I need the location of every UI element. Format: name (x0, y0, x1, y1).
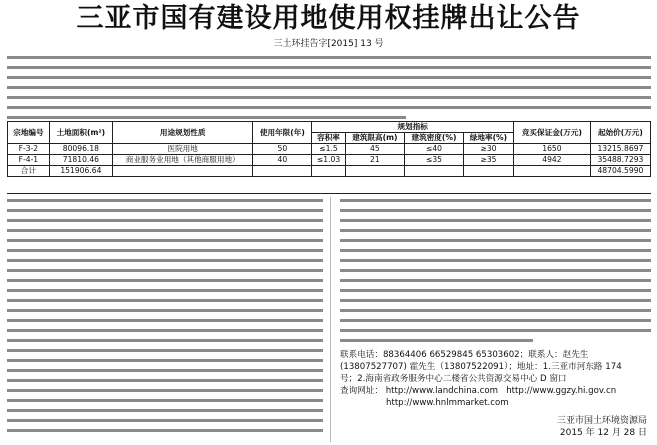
text-line (7, 369, 323, 372)
text-line (7, 329, 323, 332)
text-line (7, 116, 406, 119)
text-line (7, 339, 323, 342)
notice-title: 三亚市国有建设用地使用权挂牌出让公告 (76, 3, 581, 34)
column-divider (330, 197, 331, 442)
contact-block (340, 349, 622, 409)
text-line (340, 269, 651, 272)
website-label: 查询网址： (340, 386, 383, 396)
text-line (7, 86, 651, 89)
text-line (340, 259, 651, 262)
right-column-body (340, 199, 651, 349)
text-line (7, 96, 651, 99)
website-row (340, 385, 622, 397)
cell-use: 商业服务业用地（其他商服用地） (113, 155, 253, 166)
text-line (7, 279, 323, 282)
text-line (7, 379, 323, 382)
left-column-body (7, 199, 323, 439)
text-line (7, 289, 323, 292)
text-line (7, 409, 323, 412)
section-divider (7, 193, 651, 194)
text-line (7, 219, 323, 222)
col-planning: 规划指标 (312, 122, 514, 133)
col-plot-ratio: 容积率 (312, 133, 345, 144)
text-line (340, 319, 651, 322)
cell-empty (405, 166, 464, 177)
text-line (7, 249, 323, 252)
cell-deposit: 1650 (513, 144, 590, 155)
text-line (7, 76, 651, 79)
text-line (7, 419, 323, 422)
text-line (7, 66, 651, 69)
cell-green: ≥35 (463, 155, 513, 166)
intro-paragraph (7, 56, 651, 126)
text-line (7, 209, 323, 212)
text-line (7, 229, 323, 232)
text-line (7, 299, 323, 302)
cell-density: ≤40 (405, 144, 464, 155)
cell-empty (513, 166, 590, 177)
doc-number: 三土环挂告字[2015] 13 号 (273, 39, 384, 49)
text-line (340, 309, 651, 312)
cell-start-price: 35488.7293 (590, 155, 650, 166)
text-line (7, 259, 323, 262)
cell-empty (312, 166, 345, 177)
cell-total-start-price: 48704.5990 (590, 166, 650, 177)
text-line (7, 269, 323, 272)
text-line (340, 339, 533, 342)
cell-empty (463, 166, 513, 177)
cell-total-area: 151906.64 (49, 166, 112, 177)
text-line (340, 289, 651, 292)
table-header-row (8, 122, 651, 133)
text-line (7, 349, 323, 352)
text-line (340, 329, 651, 332)
cell-density: ≤35 (405, 155, 464, 166)
table-total-row (8, 166, 651, 177)
signature-block (557, 415, 647, 439)
col-use: 用途规划性质 (113, 122, 253, 144)
text-line (7, 199, 323, 202)
cell-height: 45 (345, 144, 404, 155)
cell-empty (113, 166, 253, 177)
col-start-price: 起始价(万元) (590, 122, 650, 144)
cell-empty (345, 166, 404, 177)
cell-empty (253, 166, 312, 177)
text-line (340, 199, 651, 202)
text-line (7, 319, 323, 322)
text-line (7, 239, 323, 242)
issuing-org: 三亚市国土环境资源局 (556, 416, 647, 426)
cell-area: 80096.18 (49, 144, 112, 155)
col-deposit: 竞买保证金(万元) (513, 122, 590, 144)
cell-deposit: 4942 (513, 155, 590, 166)
contact-phones-2: (13807527707) 霍先生（13807522091）；地址：1.三亚市河东路 174 (340, 362, 622, 372)
col-parcel-no: 宗地编号 (8, 122, 50, 144)
website-link[interactable]: http://www.hnlmmarket.com (386, 398, 509, 408)
website-row (340, 397, 622, 409)
cell-parcel-no: F-4-1 (8, 155, 50, 166)
cell-area: 71810.46 (49, 155, 112, 166)
table-row (8, 155, 651, 166)
col-green: 绿地率(%) (463, 133, 513, 144)
text-line (340, 299, 651, 302)
cell-start-price: 13215.8697 (590, 144, 650, 155)
contact-address: 号；2.海南省政务服务中心二楼省公共资源交易中心 D 窗口 (340, 374, 567, 384)
contact-phones: 联系电话：88364406 66529845 65303602；联系人：赵先生 (340, 350, 589, 360)
text-line (340, 219, 651, 222)
text-line (7, 429, 323, 432)
text-line (340, 229, 651, 232)
cell-green: ≥30 (463, 144, 513, 155)
text-line (7, 389, 323, 392)
cell-plot-ratio: ≤1.5 (312, 144, 345, 155)
cell-use: 医院用地 (113, 144, 253, 155)
text-line (7, 56, 651, 59)
text-line (7, 399, 323, 402)
cell-plot-ratio: ≤1.03 (312, 155, 345, 166)
text-line (340, 249, 651, 252)
text-line (7, 106, 651, 109)
parcel-table (7, 121, 651, 177)
website-link[interactable]: http://www.landchina.com (385, 386, 498, 396)
issue-date: 2015 年 12 月 28 日 (559, 428, 647, 438)
cell-term: 40 (253, 155, 312, 166)
cell-height: 21 (345, 155, 404, 166)
col-term: 使用年限(年) (253, 122, 312, 144)
text-line (340, 239, 651, 242)
text-line (7, 309, 323, 312)
col-density: 建筑密度(%) (405, 133, 464, 144)
text-line (340, 209, 651, 212)
text-line (7, 359, 323, 362)
table-row (8, 144, 651, 155)
website-link[interactable]: http://www.ggzy.hi.gov.cn (506, 386, 617, 396)
cell-term: 50 (253, 144, 312, 155)
col-height: 建筑限高(m) (345, 133, 404, 144)
col-area: 土地面积(m²) (49, 122, 112, 144)
text-line (340, 279, 651, 282)
cell-parcel-no: F-3-2 (8, 144, 50, 155)
cell-total-label: 合计 (8, 166, 50, 177)
